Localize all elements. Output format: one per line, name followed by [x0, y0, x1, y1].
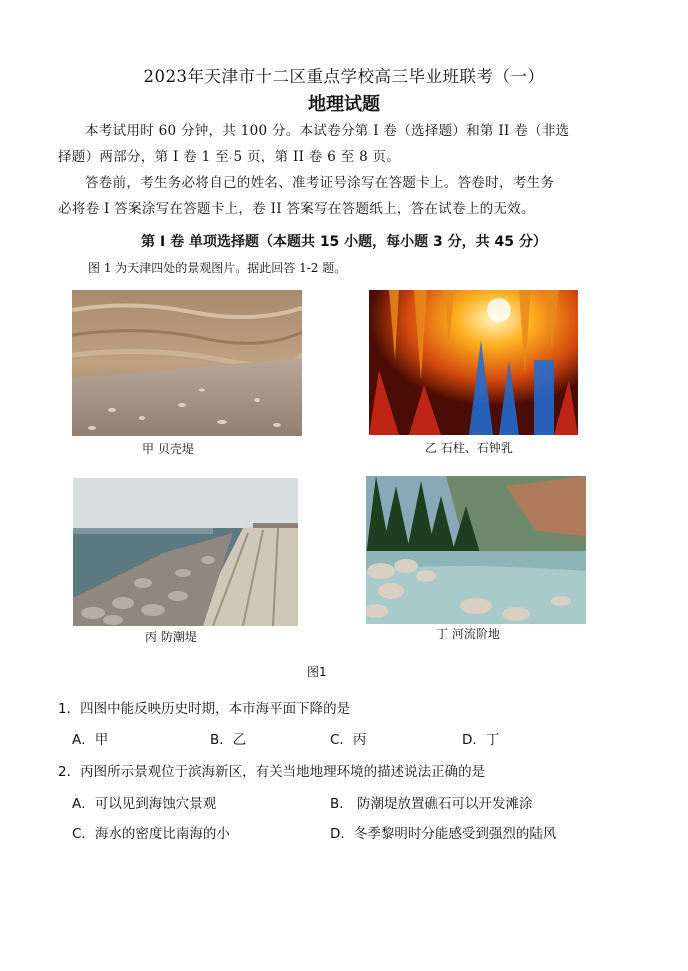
- question-1-option-d: D．丁: [462, 732, 500, 748]
- instruction-paragraph-2: [58, 170, 630, 222]
- section-heading: 第 I 卷 单项选择题（本题共 15 小题，每小题 3 分，共 45 分）: [141, 234, 547, 250]
- caption-ding: 丁 河流阶地: [436, 627, 500, 641]
- instruction-line: 择题）两部分，第 I 卷 1 至 5 页，第 II 卷 6 至 8 页。: [58, 149, 401, 165]
- instruction-paragraph-1: [58, 118, 630, 170]
- exam-title: 2023年天津市十二区重点学校高三毕业班联考（一）: [143, 67, 545, 86]
- instruction-line: 本考试用时 60 分钟，共 100 分。本试卷分第 I 卷（选择题）和第 II 卷（非选: [85, 123, 570, 139]
- question-1-stem: 1．四图中能反映历史时期，本市海平面下降的是: [58, 701, 351, 717]
- photo-cave-stalactites: [369, 290, 578, 435]
- question-1-option-c: C．丙: [330, 732, 367, 748]
- question-1-option-b: B．乙: [210, 732, 247, 748]
- caption-yi: 乙 石柱、石钟乳: [425, 441, 513, 455]
- question-2-option-c: C．海水的密度比南海的小: [72, 826, 230, 842]
- question-2-stem: 2．丙图所示景观位于滨海新区，有关当地地理环境的描述说法正确的是: [58, 764, 486, 780]
- caption-jia: 甲 贝壳堤: [142, 442, 194, 456]
- question-2-option-d: D．冬季黎明时分能感受到强烈的陆风: [330, 826, 557, 842]
- instruction-line: 答卷前，考生务必将自己的姓名、准考证号涂写在答题卡上。答卷时，考生务: [85, 175, 555, 191]
- instruction-line: 必将卷 I 答案涂写在答题卡上，卷 II 答案写在答题纸上，答在试卷上的无效。: [58, 201, 535, 217]
- question-2-option-b: B． 防潮堤放置礁石可以开发滩涂: [330, 796, 533, 812]
- exam-subtitle: 地理试题: [308, 94, 380, 115]
- question-1-option-a: A．甲: [72, 732, 109, 748]
- photo-river-terrace: [366, 476, 586, 624]
- photo-shell-dike: [72, 290, 302, 436]
- photo-seawall: [73, 478, 298, 626]
- figure-label: 图1: [307, 665, 327, 679]
- caption-bing: 丙 防潮堤: [145, 630, 197, 644]
- question-2-option-a: A．可以见到海蚀穴景观: [72, 796, 217, 812]
- figure-intro: 图 1 为天津四处的景观图片。据此回答 1-2 题。: [88, 261, 347, 275]
